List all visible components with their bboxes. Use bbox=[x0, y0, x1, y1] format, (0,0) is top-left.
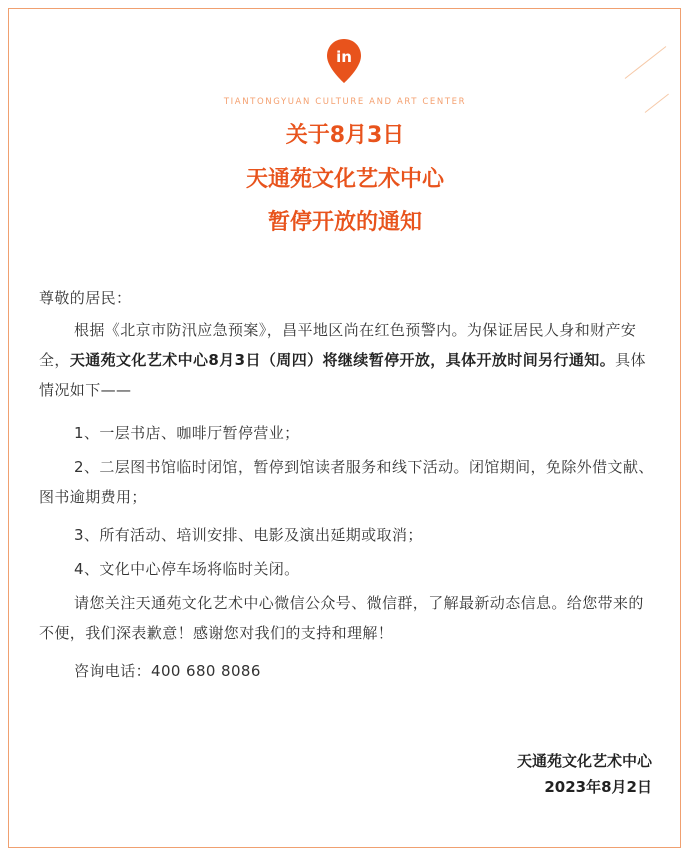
signature-date: 2023年8月2日 bbox=[544, 778, 652, 796]
list-item-1: 1、一层书店、咖啡厅暂停营业； bbox=[74, 424, 300, 442]
salutation: 尊敬的居民： bbox=[39, 289, 132, 307]
logo-text: in bbox=[336, 48, 352, 66]
phone-line: 咨询电话：400 680 8086 bbox=[74, 662, 261, 680]
list-item-4: 4、文化中心停车场将临时关闭。 bbox=[74, 560, 300, 578]
org-english-name: TIANTONGYUAN CULTURE AND ART CENTER bbox=[223, 97, 467, 107]
paragraph-main-tail: 具体情况如下—— bbox=[39, 351, 646, 399]
title-line-1: 关于8月3日 bbox=[285, 123, 405, 148]
list-item-3: 3、所有活动、培训安排、电影及演出延期或取消； bbox=[74, 526, 423, 544]
paragraph-main-bold: 天通苑文化艺术中心8月3日（周四）将继续暂停开放，具体开放时间另行通知。 bbox=[69, 351, 616, 369]
location-pin-logo-icon bbox=[325, 37, 363, 85]
list-item-2: 2、二层图书馆临时闭馆，暂停到馆读者服务和线下活动。闭馆期间，免除外借文献、图书逾期费用； bbox=[39, 458, 654, 506]
closing-paragraph: 请您关注天通苑文化艺术中心微信公众号、微信群，了解最新动态信息。给您带来的不便，我们深表歉意！感谢您对我们的支持和理解！ bbox=[39, 594, 644, 642]
signature-org: 天通苑文化艺术中心 bbox=[516, 752, 652, 770]
title-line-2: 天通苑文化艺术中心 bbox=[245, 167, 444, 192]
paragraph-main bbox=[39, 315, 654, 405]
paragraph-main-text: 根据《北京市防汛应急预案》，昌平地区尚在红色预警内。为保证居民人身和财产安全， bbox=[39, 321, 637, 369]
title-line-3: 暂停开放的通知 bbox=[267, 210, 422, 235]
